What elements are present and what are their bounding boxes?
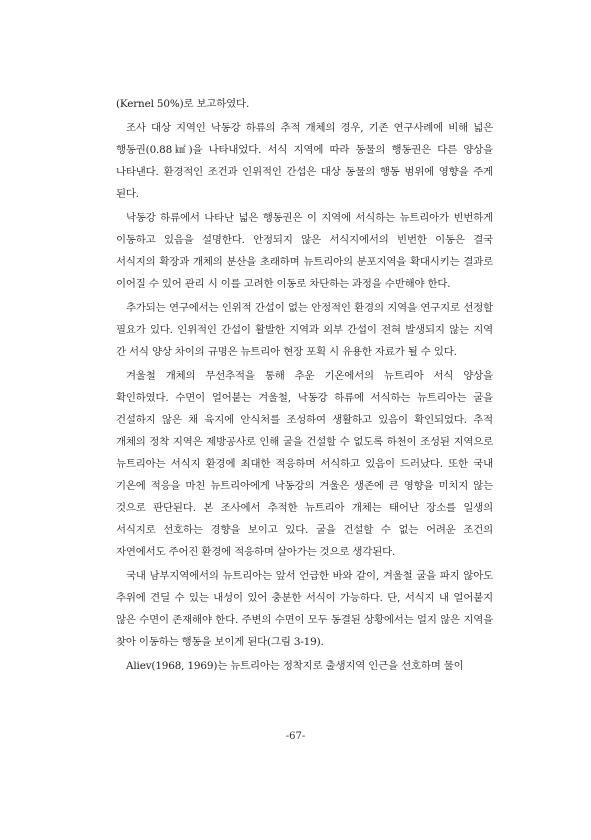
paragraph-home-range: 조사 대상 지역인 낙동강 하류의 추적 개체의 경우, 기존 연구사례에 비해 넓은 행동권(0.88㎢)을 나타내었다. 서식 지역에 따라 동물의 행동권은 다른 양상을 나타낸다. 환경적인 조건과 인위적인 간섭은 대상 동물의 행동 범위에 영향을 주게 된다. bbox=[116, 122, 493, 201]
paragraph-southern-region: 국내 남부지역에서의 뉴트리아는 앞서 언급한 바와 같이, 겨울철 굴을 파지 않아도 추위에 견딜 수 있는 내성이 있어 충분한 서식이 가능하다. 단, 서식지 내 얼어붙지 않은 수면이 존재해야 한다. 주변의 수면이 모두 동결된 상황에서는 얼지 않은 지역을 찾아 이동하는 행동을 보이게 된다(그림 3-19). bbox=[116, 569, 493, 648]
paragraph-continuation: (Kernel 50%)로 보고하였다. bbox=[116, 98, 250, 110]
paragraph-further-research: 추가되는 연구에서는 인위적 간섭이 없는 안정적인 환경의 지역을 연구지로 선정할 필요가 있다. 인위적인 간섭이 활발한 지역과 외부 간섭이 전혀 발생되지 않는 지역 간 서식 양상 차이의 규명은 뉴트리아 현장 포획 시 유용한 자료가 될 수 있다. bbox=[116, 302, 493, 359]
paragraph-winter-tracking: 겨울철 개체의 무선추적을 통해 추운 기온에서의 뉴트리아 서식 양상을 확인하였다. 수면이 얼어붙는 겨울철, 낙동강 하류에 서식하는 뉴트리아는 굴을 건설하지 않은 채 육지에 안식처를 조성하여 생활하고 있음이 확인되었다. 추적 개체의 정착 지역은 제방공사로 인해 굴을 건설할 수 없도록 하천이 조성된 지역으로 뉴트리아는 서식지 환경에 최대한 적응하며 서식하고 있음이 드러났다. 또한 국내 기온에 적응을 마친 뉴트리아에게 낙동강의 겨울은 생존에 큰 영향을 미치지 않는 것으로 판단된다. 본 조사에서 추적한 뉴트리아 개체는 태어난 장소를 일생의 서식지로 선호하는 경향을 보이고 있다. 굴을 건설할 수 없는 어려운 조건의 자연에서도 주어진 환경에 적응하며 살아가는 것으로 생각된다. bbox=[116, 370, 493, 558]
paragraph-aliev: Aliev(1968, 1969)는 뉴트리아는 정착지로 출생지역 인근을 선호하며 물이 bbox=[126, 660, 464, 672]
body-text bbox=[116, 94, 493, 680]
page-number: -67- bbox=[285, 731, 306, 742]
paragraph-movement: 낙동강 하류에서 나타난 넓은 행동권은 이 지역에 서식하는 뉴트리아가 빈번하게 이동하고 있음을 설명한다. 안정되지 않은 서식지에서의 빈번한 이동은 결국 서식지의 확장과 개체의 분산을 초래하며 뉴트리아의 분포지역을 확대시키는 결과로 이어질 수 있어 관리 시 이를 고려한 이동로 차단하는 과정을 수반해야 한다. bbox=[116, 212, 493, 291]
